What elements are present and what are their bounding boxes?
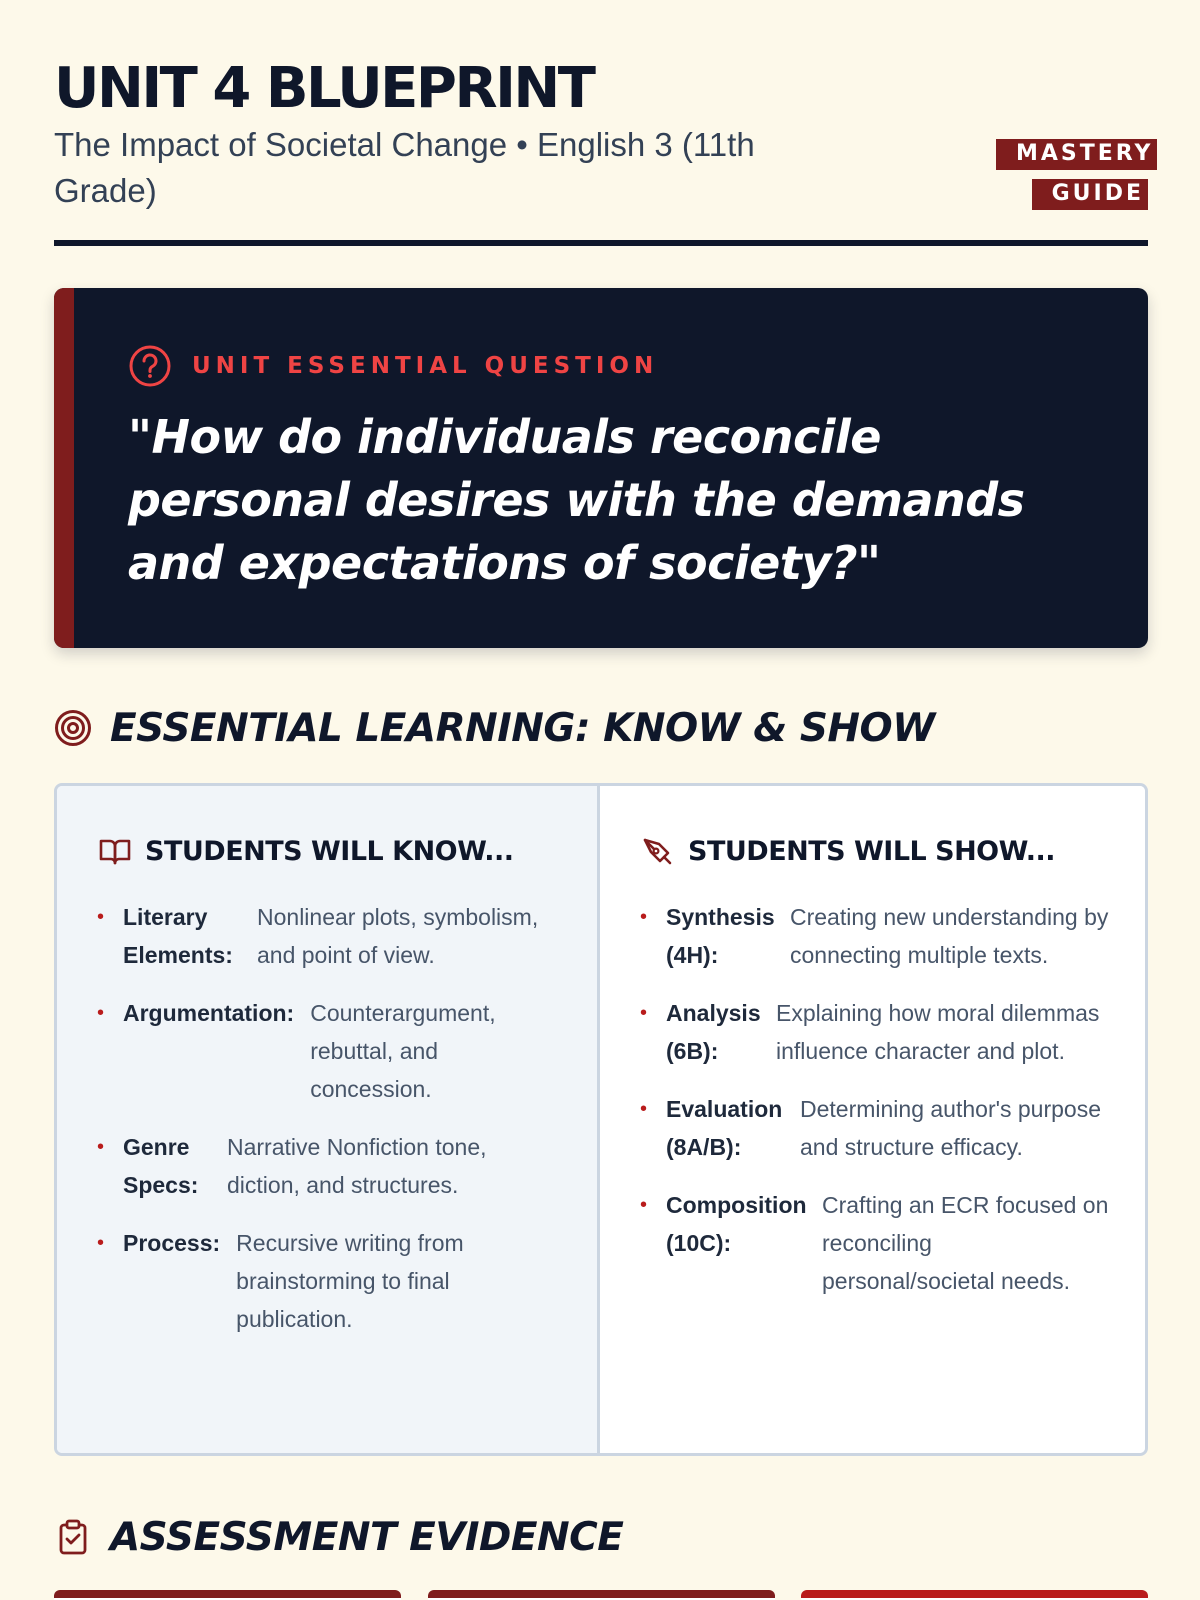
essential-question-text: "How do individuals reconcile personal desires with the demands and expectations of society?": [128, 410, 1025, 590]
page-header: [54, 56, 1154, 246]
clipboard-check-icon: [54, 1518, 92, 1556]
pen-tool-icon: [640, 833, 676, 869]
show-heading: [640, 832, 1055, 870]
know-item: [97, 1128, 557, 1204]
know-list: [97, 898, 557, 1358]
page: [54, 0, 1154, 1600]
badge-line-2: GUIDE: [1032, 179, 1148, 210]
show-item-desc: Creating new understanding by connecting multiple texts.: [790, 904, 1109, 968]
show-item: [640, 1090, 1110, 1166]
show-item-term: Synthesis (4H):: [666, 904, 775, 968]
show-item: [640, 994, 1110, 1070]
know-item-desc: Recursive writing from brainstorming to final publication.: [236, 1230, 464, 1332]
show-item-term: Composition (10C):: [666, 1192, 807, 1256]
know-item-term: Literary Elements:: [123, 904, 233, 968]
know-title: STUDENTS WILL KNOW...: [145, 835, 514, 867]
target-icon: [54, 709, 92, 747]
bullet: •: [640, 906, 648, 928]
show-item-desc: Determining author's purpose and structure efficacy.: [800, 1096, 1101, 1160]
assessment-card: [801, 1590, 1148, 1600]
show-list: [640, 898, 1110, 1320]
question-circle-icon: [128, 344, 172, 388]
know-show-panel: [54, 783, 1148, 1456]
students-will-show-column: [600, 786, 1145, 1453]
show-item-term: Analysis (6B):: [666, 1000, 761, 1064]
bullet: •: [640, 1194, 648, 1216]
book-open-icon: [97, 833, 133, 869]
know-item-term: Genre Specs:: [123, 1134, 199, 1198]
know-item: [97, 994, 557, 1108]
show-item: [640, 1186, 1110, 1300]
know-item-term: Process:: [123, 1230, 221, 1256]
badge-line-1: MASTERY: [996, 139, 1157, 170]
assessment-evidence-title: ASSESSMENT EVIDENCE: [110, 1514, 624, 1560]
know-item: [97, 898, 557, 974]
know-item: [97, 1224, 557, 1338]
know-item-desc: Counterargument, rebuttal, and concession.: [310, 1000, 496, 1102]
show-item-desc: Explaining how moral dilemmas influence character and plot.: [776, 1000, 1100, 1064]
know-item-desc: Nonlinear plots, symbolism, and point of view.: [257, 904, 539, 968]
essential-learning-heading: [54, 704, 935, 752]
essential-question-label: UNIT ESSENTIAL QUESTION: [192, 353, 659, 379]
bullet: •: [97, 906, 105, 928]
bullet: •: [97, 1232, 105, 1254]
know-heading: [97, 832, 513, 870]
card-accent-bar: [54, 288, 74, 648]
assessment-card: [54, 1590, 401, 1600]
bullet: •: [97, 1136, 105, 1158]
know-item-desc: Narrative Nonfiction tone, diction, and structures.: [227, 1134, 487, 1198]
know-item-term: Argumentation:: [123, 1000, 295, 1026]
students-will-know-column: [57, 786, 600, 1453]
show-title: STUDENTS WILL SHOW...: [688, 835, 1055, 867]
show-item-term: Evaluation (8A/B):: [666, 1096, 783, 1160]
show-item: [640, 898, 1110, 974]
header-divider: [54, 240, 1148, 246]
bullet: •: [640, 1002, 648, 1024]
essential-learning-title: ESSENTIAL LEARNING: KNOW & SHOW: [110, 705, 935, 751]
assessment-card: [428, 1590, 775, 1600]
page-title: UNIT 4 BLUEPRINT: [54, 56, 594, 121]
bullet: •: [97, 1002, 105, 1024]
bullet: •: [640, 1098, 648, 1120]
assessment-evidence-heading: [54, 1513, 623, 1561]
essential-question-label-row: [128, 344, 658, 388]
mastery-guide-badge: [996, 134, 1154, 214]
essential-question-card: [54, 288, 1148, 648]
show-item-desc: Crafting an ECR focused on reconciling personal/societal needs.: [822, 1192, 1109, 1294]
page-subtitle: The Impact of Societal Change • English 3 (11th Grade): [54, 126, 755, 209]
